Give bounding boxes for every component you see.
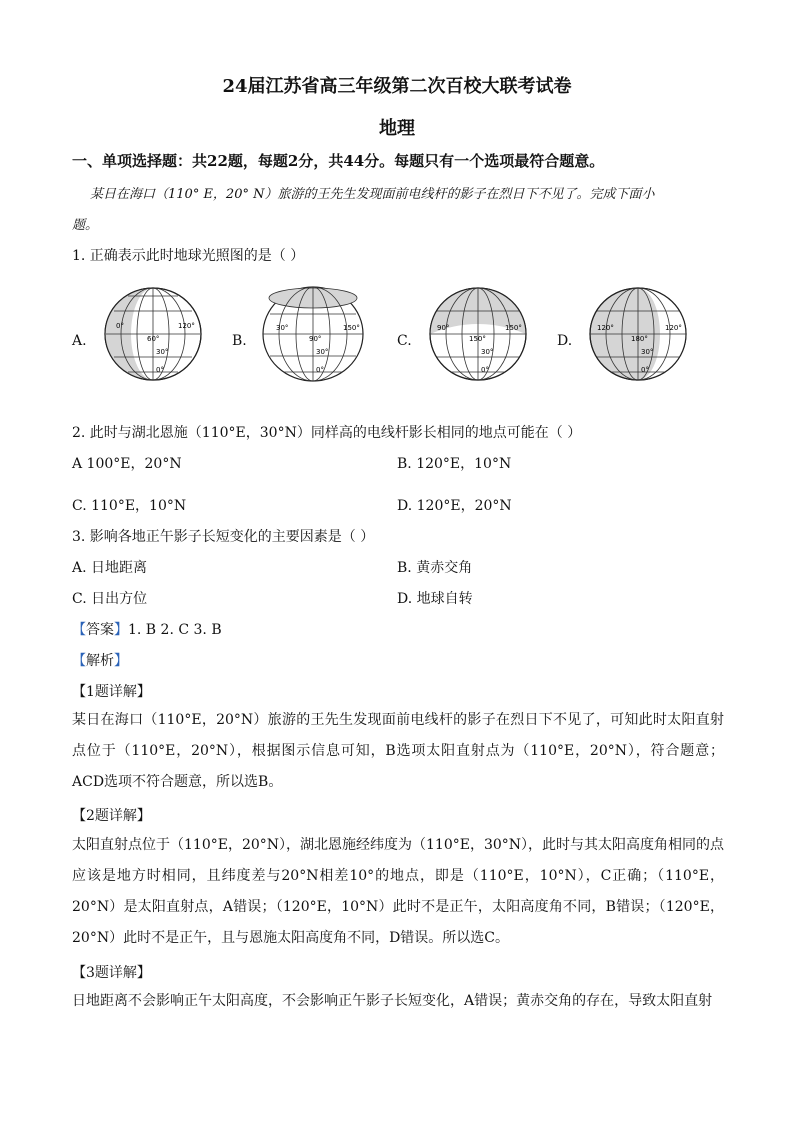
q1-stem: 1. 正确表示此时地球光照图的是（ ） [72, 248, 305, 264]
globe-a [92, 284, 214, 384]
answer-text: 1. B 2. C 3. B [128, 622, 222, 638]
globe-b-label-0: 30° [276, 324, 289, 332]
q2-stem: 2. 此时与湖北恩施（110°E，30°N）同样高的电线杆影长相同的地点可能在（ ） [72, 425, 582, 441]
q3-option-c: C. 日出方位 [72, 591, 148, 607]
globe-c-label-3: 30° [481, 348, 494, 356]
answer-line: 【答案】1. B 2. C 3. B [72, 622, 222, 638]
globe-d-label-2: 180° [631, 335, 648, 343]
answer-label: 答案 [86, 622, 114, 638]
globe-d-label-1: 120° [665, 324, 682, 332]
globe-d-label-0: 120° [597, 324, 614, 332]
exam-title: 24届江苏省高三年级第二次百校大联考试卷 [222, 76, 572, 97]
q2-option-b: B. 120°E，10°N [397, 456, 512, 472]
globe-b [252, 284, 374, 384]
detail3-text: 日地距离不会影响正午太阳高度，不会影响正午影子长短变化，A错误；黄赤交角的存在，导致太阳直射 [72, 993, 713, 1009]
analysis-label: 解析 [86, 653, 114, 669]
globe-a-label-3: 30° [156, 348, 169, 356]
section-heading: 一、单项选择题：共22题，每题2分，共44分。每题只有一个选项最符合题意。 [72, 152, 605, 170]
analysis-line: 【解析】 [72, 653, 128, 669]
q1-option-d-letter: D. [557, 333, 573, 349]
q2-option-c: C. 110°E，10°N [72, 498, 187, 514]
intro-line-2: 题。 [72, 218, 99, 233]
q3-option-d: D. 地球自转 [397, 591, 473, 607]
detail2-text: 太阳直射点位于（110°E，20°N），湖北恩施经纬度为（110°E，30°N），此时与其太阳高度角相同的点应该是地方时相同，且纬度差与20°N相差10°的地点，即是（110°E，10°N），C正确；（110°E，20°N）是太阳直射点，A错误；（120°E，10°N）此时不是正午，太阳高度角不同，B错误；（120°E，20°N）此时不是正午，且与恩施太阳高度角不同，D错误。所以选C。 [72, 837, 725, 946]
globe-a-label-1: 120° [178, 322, 195, 330]
globe-d [577, 284, 699, 384]
globe-b-label-3: 30° [316, 348, 329, 356]
q2-option-d: D. 120°E，20°N [397, 498, 512, 514]
intro-line-1: 某日在海口（110° E，20° N）旅游的王先生发现面前电线杆的影子在烈日下不见了。完成下面小 [90, 187, 655, 202]
q3-stem: 3. 影响各地正午影子长短变化的主要因素是（ ） [72, 529, 375, 545]
globe-c-label-2: 150° [469, 335, 486, 343]
q2-option-a: A 100°E，20°N [72, 456, 182, 472]
globe-b-label-1: 150° [343, 324, 360, 332]
q1-option-c-letter: C. [397, 333, 412, 349]
detail2-heading: 【2题详解】 [72, 808, 151, 824]
globe-c-label-1: 150° [505, 324, 522, 332]
globe-c [417, 284, 539, 384]
q3-option-a: A. 日地距离 [72, 560, 148, 576]
q3-option-b: B. 黄赤交角 [397, 560, 473, 576]
globe-b-label-4: 0° [316, 366, 324, 374]
globe-d-label-3: 30° [641, 348, 654, 356]
detail1-text: 某日在海口（110°E，20°N）旅游的王先生发现面前电线杆的影子在烈日下不见了，可知此时太阳直射点位于（110°E，20°N），根据图示信息可知，B选项太阳直射点为（110°E，20°N），符合题意；ACD选项不符合题意，所以选B。 [72, 712, 724, 790]
detail1-heading: 【1题详解】 [72, 684, 151, 700]
globe-a-label-0: 0° [116, 322, 124, 330]
q1-option-a-letter: A. [72, 333, 87, 349]
globe-a-label-2: 60° [147, 335, 160, 343]
q1-option-b-letter: B. [232, 333, 247, 349]
globe-c-label-0: 90° [437, 324, 450, 332]
globe-d-label-4: 0° [641, 366, 649, 374]
globe-b-label-2: 90° [309, 335, 322, 343]
detail3-heading: 【3题详解】 [72, 965, 151, 981]
globe-c-label-4: 0° [481, 366, 489, 374]
subject-title: 地理 [379, 118, 415, 139]
globe-a-label-4: 0° [156, 366, 164, 374]
